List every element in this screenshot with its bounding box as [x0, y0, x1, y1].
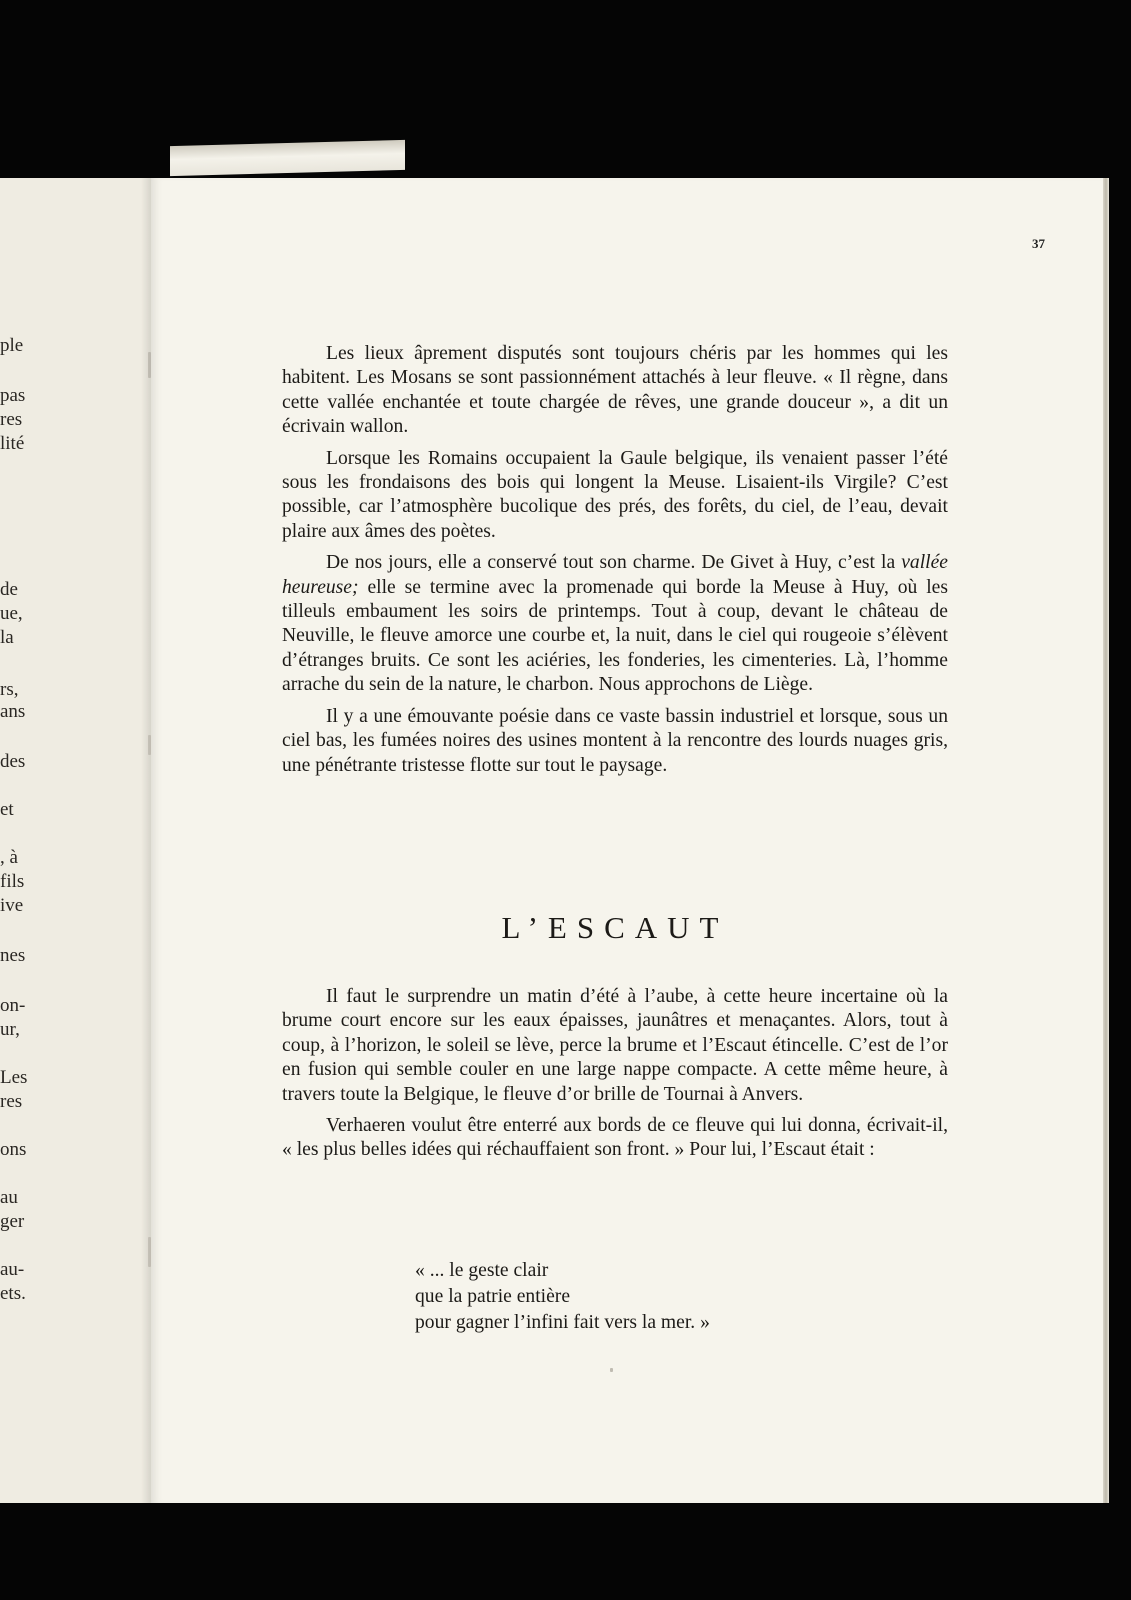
- left-page-fragment: ets.: [0, 1283, 26, 1304]
- left-page-fragment: de: [0, 579, 18, 600]
- paper-mark: [610, 1368, 613, 1372]
- left-page-edge: [0, 178, 151, 1503]
- left-page-fragment: on-: [0, 995, 26, 1016]
- left-page-fragment: res: [0, 409, 23, 430]
- paragraph: Lorsque les Romains occupaient la Gaule belgique, ils venaient passer l’été sous les frondaisons des bois qui longent la Meuse. Lisaient-ils Virgile? C’est possible, car l’atmosphère bucolique des prés, des forêts, du ciel, de l’eau, devait plaire aux âmes des poètes.: [282, 447, 948, 542]
- paragraph: Il y a une émouvante poésie dans ce vaste bassin industriel et lorsque, sous un ciel bas, les fumées noires des usines montent à la rencontre des lourds nuages gris, une pénétrante tristesse flotte sur tout le paysage.: [282, 705, 948, 776]
- left-page-fragment: ger: [0, 1211, 25, 1232]
- meuse-text-block: [282, 342, 948, 778]
- left-page-fragment: rs,: [0, 679, 19, 700]
- left-page-fragment: ur,: [0, 1019, 20, 1040]
- verse-line: « ... le geste clair: [415, 1260, 549, 1281]
- page-number: 37: [1032, 236, 1045, 251]
- verse-line: que la patrie entière: [415, 1286, 571, 1307]
- paragraph: Les lieux âprement disputés sont toujours chéris par les hommes qui les habitent. Les Mosans se sont passionnément attachés à leur fleuve. « Il règne, dans cette vallée enchantée et toute chargée de rêves, une grande douceur », a dit un écrivain wallon.: [282, 343, 948, 438]
- paragraph-text: De nos jours, elle a conservé tout son charme. De Givet à Huy, c’est la: [326, 552, 896, 574]
- left-page-fragment: des: [0, 751, 26, 772]
- paper-mark: [148, 735, 151, 755]
- left-page-fragment: pas: [0, 385, 26, 406]
- paragraph: Il faut le surprendre un matin d’été à l’aube, à cette heure incertaine où la brume court encore sur les eaux épaisses, jaunâtres et menaçantes. Alors, tout à coup, à l’horizon, le soleil se lève, perce la brume et l’Escaut étincelle. C’est de l’or en fusion qui semble couler en une large nappe compacte. A cette même heure, à travers toute la Belgique, le fleuve d’or brille de Tournai à Anvers.: [282, 986, 948, 1105]
- left-page-fragment: fils: [0, 871, 25, 892]
- left-page-fragment: au: [0, 1187, 18, 1208]
- left-page-fragment: ue,: [0, 603, 23, 624]
- left-page-fragment: au-: [0, 1259, 25, 1280]
- left-page-fragment: ple: [0, 335, 24, 356]
- scan-background-bottom: [0, 1503, 1131, 1600]
- verse-quote: [415, 1258, 835, 1336]
- left-page-fragment: et: [0, 799, 14, 820]
- left-page-fragment: , à: [0, 847, 18, 868]
- left-page-fragment: nes: [0, 945, 26, 966]
- italic-phrase: vallée heureuse;: [282, 552, 948, 598]
- left-page-fragment: ive: [0, 895, 24, 916]
- section-title: L’ESCAUT: [501, 910, 729, 945]
- escaut-text-block: [282, 985, 948, 1163]
- left-page-fragment: lité: [0, 433, 25, 454]
- left-page-fragment: la: [0, 627, 14, 648]
- left-page-fragment: ons: [0, 1139, 27, 1160]
- page-stack-edge: [1103, 178, 1109, 1503]
- paper-mark: [148, 352, 151, 378]
- paper-mark: [148, 1237, 151, 1267]
- scan-background-right: [1109, 0, 1131, 1600]
- paragraph: Verhaeren voulut être enterré aux bords de ce fleuve qui lui donna, écrivait-il, « les plus belles idées qui réchauffaient son front. » Pour lui, l’Escaut était :: [282, 1115, 948, 1161]
- paper-tab-strip: [170, 140, 405, 176]
- paragraph-text: elle se termine avec la promenade qui borde la Meuse à Huy, où les tilleuls embaument les soirs de printemps. Tout à coup, devant le château de Neuville, le fleuve amorce une courbe et, la nuit, dans le ciel qui rougeoie s’élèvent d’étranges bruits. Ce sont les aciéries, les fonderies, les cimenteries. Là, l’homme arrache du sein de la nature, le charbon. Nous approchons de Liège.: [282, 576, 948, 696]
- left-page-fragment: Les: [0, 1067, 28, 1088]
- left-page-fragment: res: [0, 1091, 23, 1112]
- verse-line: pour gagner l’infini fait vers la mer. »: [415, 1312, 710, 1333]
- left-page-fragment: ans: [0, 701, 26, 722]
- paragraph: [282, 551, 948, 697]
